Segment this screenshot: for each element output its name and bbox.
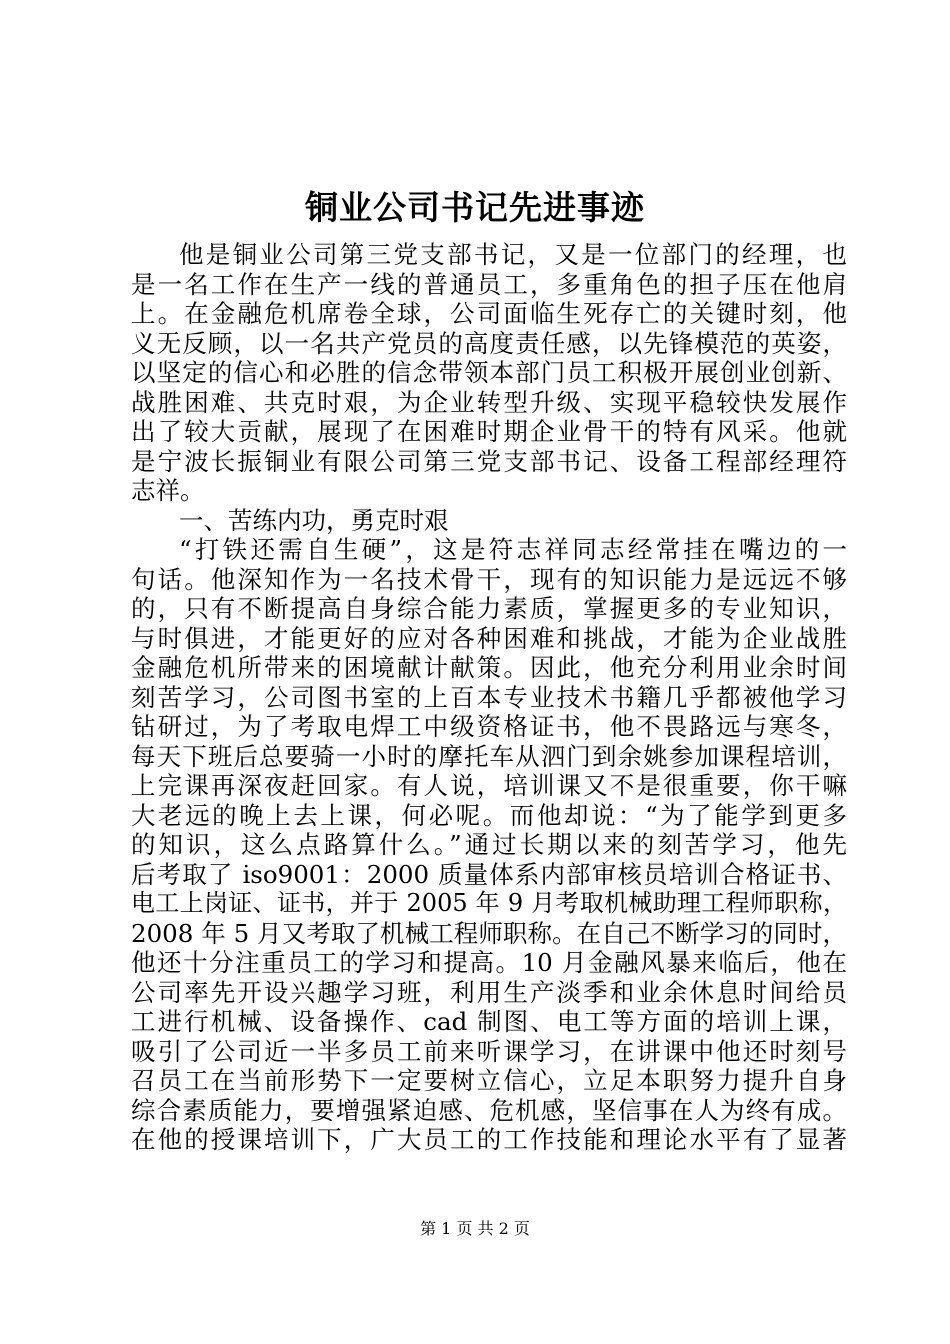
paragraph-line: 每天下班后总要骑一小时的摩托车从泗门到余姚参加课程培训， — [131, 741, 847, 771]
paragraph-line: 的知识，这么点路算什么。”通过长期以来的刻苦学习，他先 — [131, 830, 847, 859]
paragraph-line: 上。在金融危机席卷全球，公司面临生死存亡的关键时刻，他 — [131, 299, 847, 328]
paragraph-line: 在他的授课培训下，广大员工的工作技能和理论水平有了显著 — [131, 1125, 847, 1154]
document-title: 铜业公司书记先进事迹 — [305, 188, 645, 227]
paragraph-line: 是一名工作在生产一线的普通员工，多重角色的担子压在他肩 — [131, 269, 847, 299]
paragraph-line: 的，只有不断提高自身综合能力素质，掌握更多的专业知识， — [131, 594, 847, 623]
paragraph-line: 出了较大贡献，展现了在困难时期企业骨干的特有风采。他就 — [131, 417, 847, 446]
paragraph-line: 电工上岗证、证书，并于 2005 年 9 月考取机械助理工程师职称， — [131, 889, 847, 917]
paragraph-line: 是宁波长振铜业有限公司第三党支部书记、设备工程部经理符 — [131, 446, 847, 476]
paragraph-line: 志祥。 — [131, 476, 205, 505]
paragraph-line: 后考取了 iso9001：2000 质量体系内部审核员培训合格证书、 — [131, 859, 847, 889]
paragraph-line: 句话。他深知作为一名技术骨干，现有的知识能力是远远不够 — [131, 564, 847, 594]
paragraph-line: 他是铜业公司第三党支部书记，又是一位部门的经理，也 — [179, 240, 847, 269]
paragraph-line: 大老远的晚上去上课，何必呢。而他却说：“为了能学到更多 — [131, 800, 847, 830]
paragraph-line: 义无反顾，以一名共产党员的高度责任感，以先锋模范的英姿， — [131, 328, 847, 358]
paragraph-line: 综合素质能力，要增强紧迫感、危机感，坚信事在人为终有成。 — [131, 1095, 847, 1125]
paragraph-line: 一、苦练内功，勇克时艰 — [179, 505, 449, 535]
paragraph-line: 2008 年 5 月又考取了机械工程师职称。在自己不断学习的同时， — [131, 918, 847, 948]
paragraph-line: 刻苦学习，公司图书室的上百本专业技术书籍几乎都被他学习 — [131, 682, 847, 712]
paragraph-line: 他还十分注重员工的学习和提高。10 月金融风暴来临后，他在 — [131, 948, 847, 977]
paragraph-line: 以坚定的信心和必胜的信念带领本部门员工积极开展创业创新、 — [131, 358, 847, 387]
paragraph-line: 工进行机械、设备操作、cad 制图、电工等方面的培训上课， — [131, 1007, 847, 1036]
page-number-footer: 第 1 页 共 2 页 — [420, 1219, 530, 1238]
paragraph-line: 战胜困难、共克时艰，为企业转型升级、实现平稳较快发展作 — [131, 387, 847, 417]
paragraph-line: 与时俱进，才能更好的应对各种困难和挑战，才能为企业战胜 — [131, 623, 847, 653]
paragraph-line: “打铁还需自生硬”，这是符志祥同志经常挂在嘴边的一 — [179, 535, 847, 564]
paragraph-line: 召员工在当前形势下一定要树立信心，立足本职努力提升自身 — [131, 1066, 847, 1095]
paragraph-line: 吸引了公司近一半多员工前来听课学习，在讲课中他还时刻号 — [131, 1036, 847, 1066]
paragraph-line: 公司率先开设兴趣学习班，利用生产淡季和业余休息时间给员 — [131, 977, 847, 1007]
paragraph-line: 金融危机所带来的困境献计献策。因此，他充分利用业余时间 — [131, 653, 847, 682]
document-body — [131, 240, 847, 1155]
paragraph-line: 上完课再深夜赶回家。有人说，培训课又不是很重要，你干嘛 — [131, 771, 847, 800]
paragraph-line: 钻研过，为了考取电焊工中级资格证书，他不畏路远与寒冬， — [131, 712, 847, 741]
